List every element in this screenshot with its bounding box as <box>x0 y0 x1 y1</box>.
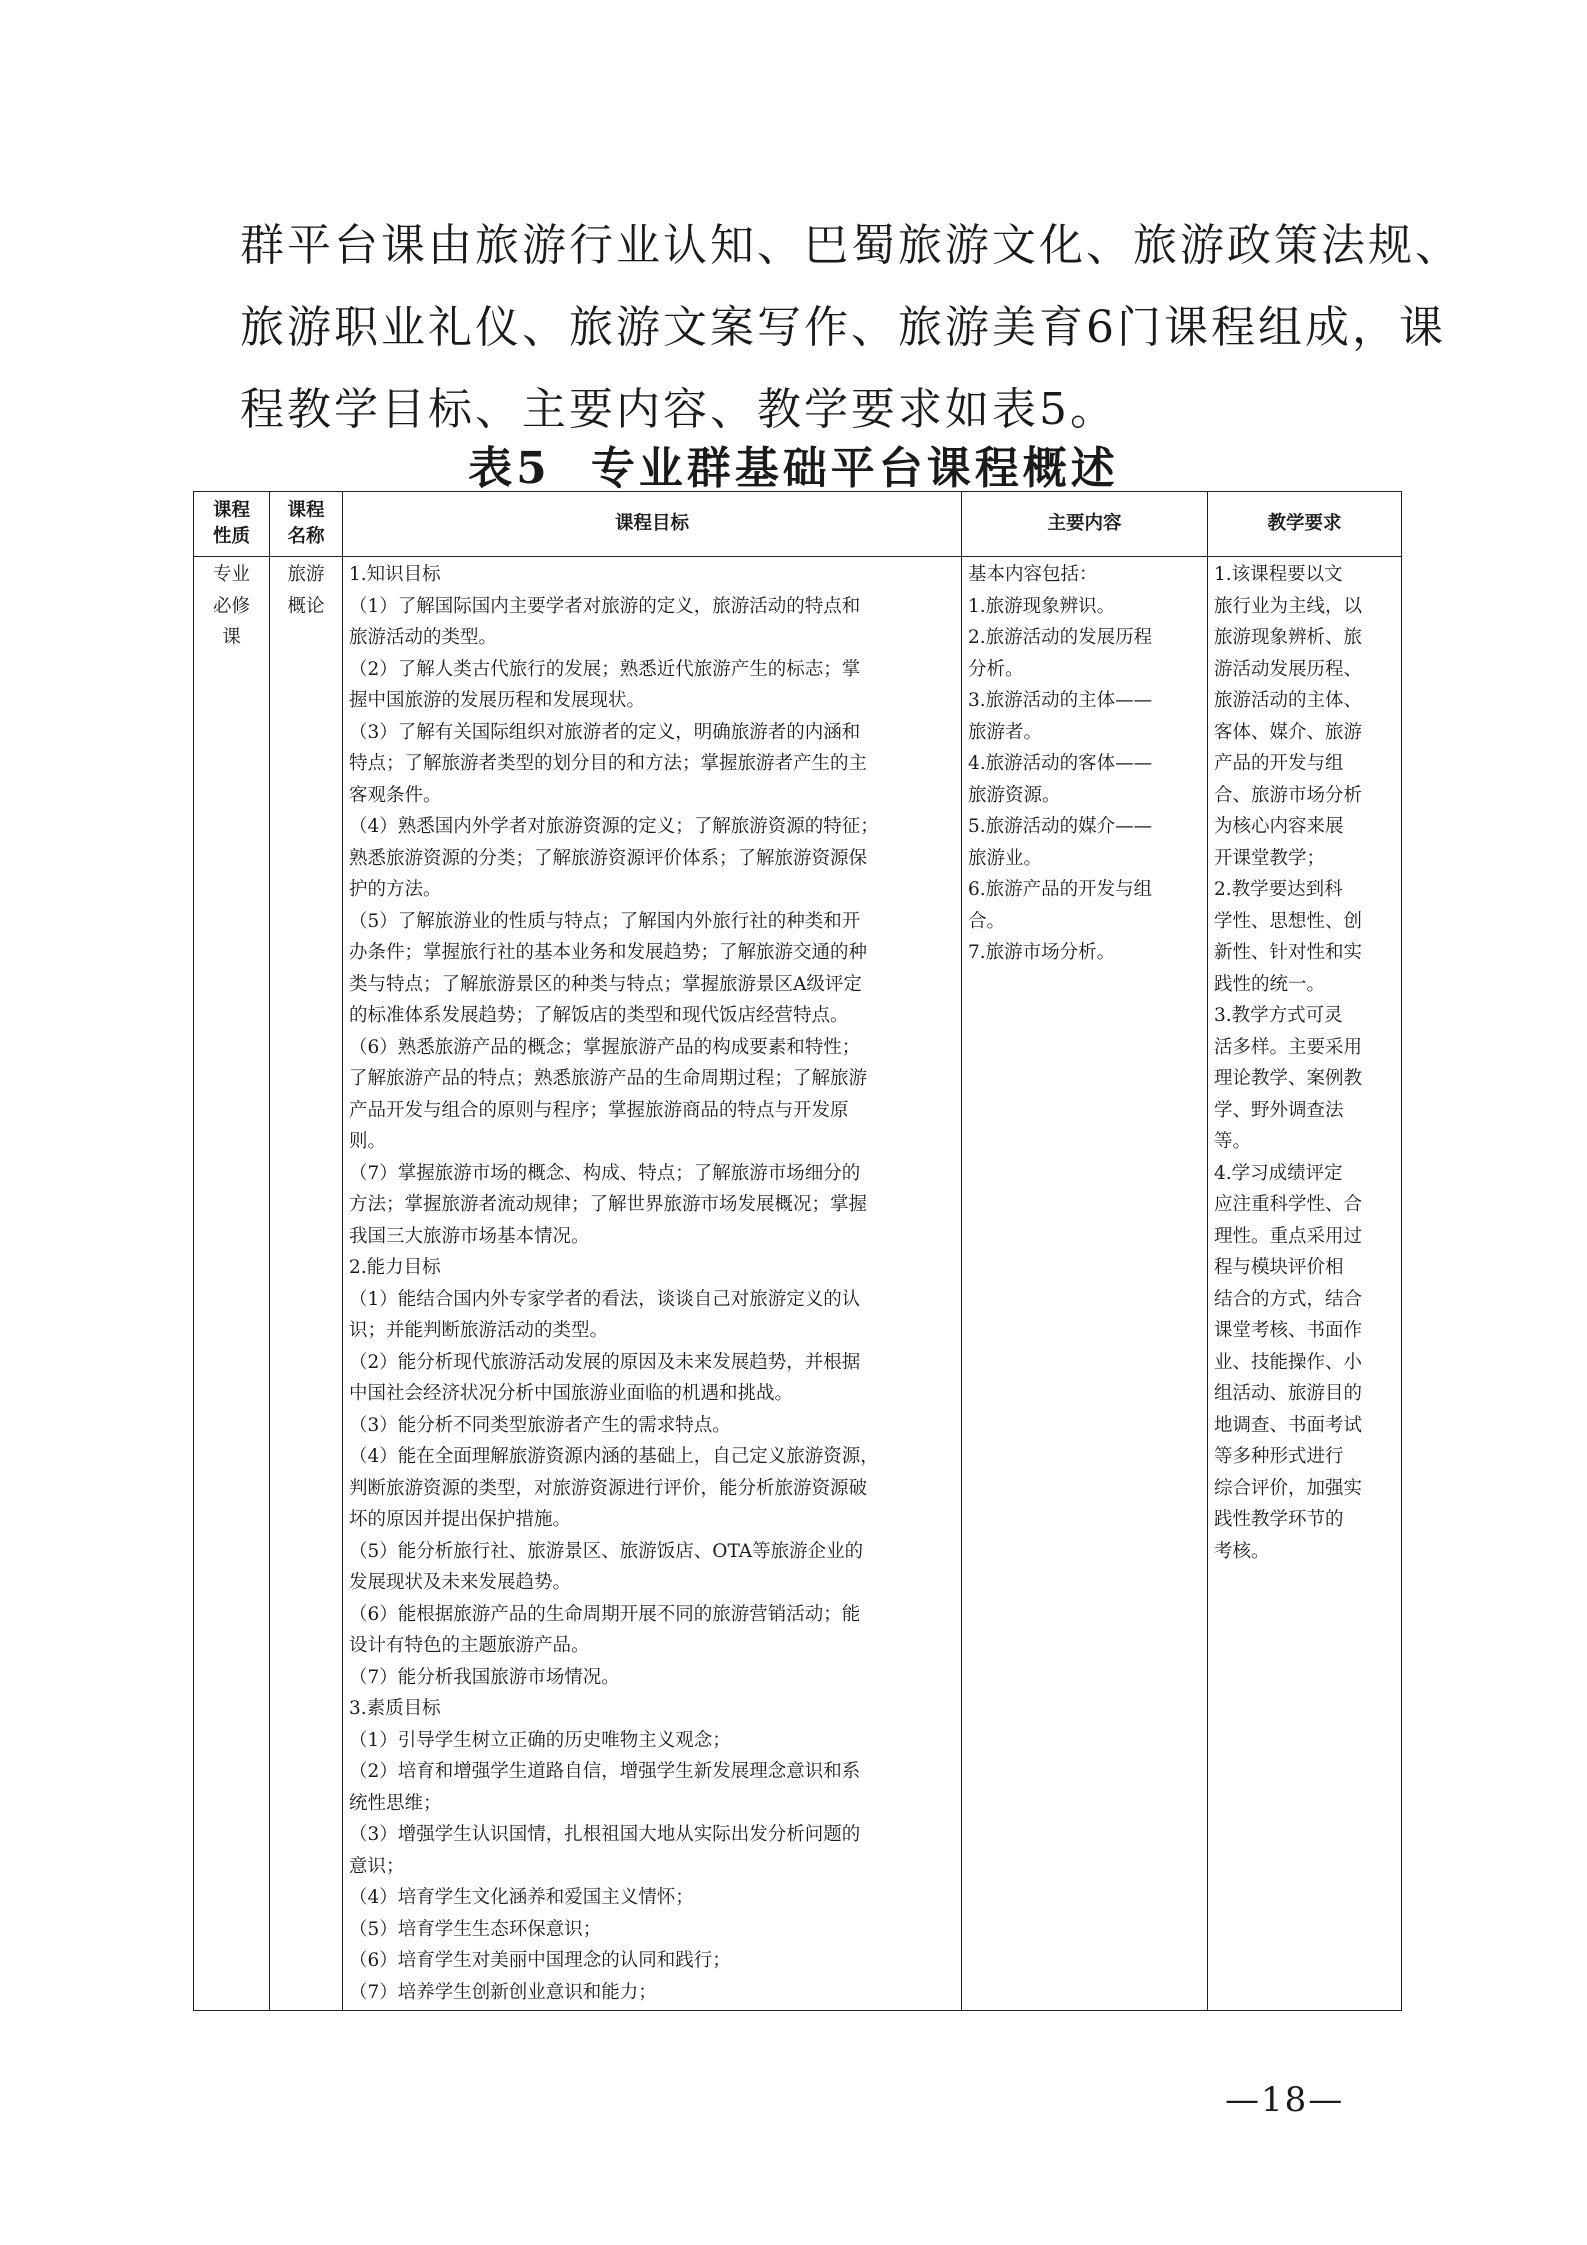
cell-line: （7）掌握旅游市场的概念、构成、特点；了解旅游市场细分的 <box>349 1162 861 1184</box>
header-course-type: 课程 性质 <box>194 492 270 557</box>
cell-line: （7）能分析我国旅游市场情况。 <box>349 1666 620 1688</box>
table-header-row <box>194 492 1402 557</box>
cell-line: （1）了解国际国内主要学者对旅游的定义，旅游活动的特点和 <box>349 595 861 617</box>
cell-line: 客观条件。 <box>349 784 442 806</box>
cell-line: 旅游资源。 <box>968 784 1061 806</box>
cell-course-type <box>194 557 270 2011</box>
cell-line: 组活动、旅游目的 <box>1214 1383 1363 1404</box>
cell-line: 了解旅游产品的特点；熟悉旅游产品的生命周期过程；了解旅游 <box>349 1068 868 1089</box>
cell-line: 产品开发与组合的原则与程序；掌握旅游商品的特点与开发原 <box>349 1099 849 1121</box>
cell-line: 分析。 <box>968 658 1024 680</box>
cell-line: 必修 <box>212 595 250 617</box>
intro-line: 群平台课由旅游行业认知、巴蜀旅游文化、旅游政策法规、 <box>240 220 1462 271</box>
cell-line: 结合的方式，结合 <box>1214 1288 1363 1310</box>
cell-line: 坏的原因并提出保护措施。 <box>349 1509 572 1530</box>
cell-line: 概论 <box>287 595 325 617</box>
cell-line: 4.学习成绩评定 <box>1214 1162 1343 1184</box>
cell-line: 统性思维； <box>349 1792 442 1814</box>
cell-line: 游活动发展历程、 <box>1214 658 1363 680</box>
cell-line: 产品的开发与组 <box>1214 753 1344 774</box>
cell-line: 旅游活动的类型。 <box>349 627 498 648</box>
cell-line: （2）能分析现代旅游活动发展的原因及未来发展趋势，并根据 <box>349 1351 861 1373</box>
cell-line: （5）了解旅游业的性质与特点；了解国内外旅行社的种类和开 <box>349 910 861 932</box>
cell-line: 熟悉旅游资源的分类；了解旅游资源评价体系；了解旅游资源保 <box>349 847 868 869</box>
cell-line: （3）了解有关国际组织对旅游者的定义，明确旅游者的内涵和 <box>349 721 861 743</box>
cell-line: 开课堂教学； <box>1214 847 1326 869</box>
cell-line: 6.旅游产品的开发与组 <box>968 879 1153 900</box>
cell-course-name <box>270 557 343 2011</box>
cell-line: 判断旅游资源的类型，对旅游资源进行评价，能分析旅游资源破 <box>349 1477 868 1499</box>
table-title <box>0 432 1587 496</box>
cell-line: （5）培育学生生态环保意识； <box>349 1918 602 1940</box>
cell-line: 旅游 <box>287 564 325 585</box>
cell-line: 考核。 <box>1214 1540 1270 1562</box>
cell-line: 握中国旅游的发展历程和发展现状。 <box>349 690 646 711</box>
cell-line: 学、野外调查法 <box>1214 1099 1344 1121</box>
cell-line: （6）熟悉旅游产品的概念；掌握旅游产品的构成要素和特性； <box>349 1036 861 1058</box>
intro-paragraph <box>240 205 1462 451</box>
cell-line: 新性、针对性和实 <box>1214 942 1363 963</box>
cell-line: 护的方法。 <box>349 879 442 900</box>
cell-line: 2.旅游活动的发展历程 <box>968 627 1153 648</box>
cell-line: （3）增强学生认识国情，扎根祖国大地从实际出发分析问题的 <box>349 1824 861 1845</box>
intro-line: 程教学目标、主要内容、教学要求如表5。 <box>240 384 1117 435</box>
cell-line: 学性、思想性、创 <box>1214 910 1363 932</box>
cell-line: （5）能分析旅行社、旅游景区、旅游饭店、OTA等旅游企业的 <box>349 1540 864 1562</box>
header-objectives: 课程目标 <box>343 492 962 557</box>
cell-line: 办条件；掌握旅行社的基本业务和发展趋势；了解旅游交通的种 <box>349 942 868 963</box>
cell-line: 特点；了解旅游者类型的划分目的和方法；掌握旅游者产生的主 <box>349 753 868 774</box>
cell-line: 践性的统一。 <box>1214 973 1326 995</box>
cell-line: 3.教学方式可灵 <box>1214 1005 1343 1026</box>
page-number: —18— <box>1225 2080 1345 2120</box>
cell-line: 旅游活动的主体、 <box>1214 690 1363 711</box>
cell-line: 综合评价，加强实 <box>1214 1477 1363 1499</box>
cell-line: 1.旅游现象辨识。 <box>968 595 1116 617</box>
cell-line: 客体、媒介、旅游 <box>1214 721 1363 743</box>
cell-line: （4）熟悉国内外学者对旅游资源的定义；了解旅游资源的特征； <box>349 816 879 837</box>
cell-line: （1）能结合国内外专家学者的看法，谈谈自己对旅游定义的认 <box>349 1288 861 1310</box>
cell-line: 设计有特色的主题旅游产品。 <box>349 1635 590 1656</box>
cell-line: 3.素质目标 <box>349 1698 441 1719</box>
cell-line: 业、技能操作、小 <box>1214 1351 1363 1373</box>
table-number: 表5 <box>468 443 551 494</box>
cell-line: 的标准体系发展趋势；了解饭店的类型和现代饭店经营特点。 <box>349 1005 849 1026</box>
cell-line: 方法；掌握旅游者流动规律；了解世界旅游市场发展概况；掌握 <box>349 1194 868 1215</box>
cell-line: 旅游者。 <box>968 721 1043 743</box>
cell-line: 发展现状及未来发展趋势。 <box>349 1572 572 1593</box>
cell-line: 合。 <box>968 910 1006 932</box>
cell-line: （6）培育学生对美丽中国理念的认同和践行； <box>349 1950 731 1971</box>
cell-line: 意识； <box>349 1855 405 1877</box>
cell-line: 旅游现象辨析、旅 <box>1214 627 1363 648</box>
cell-line: 合、旅游市场分析 <box>1214 784 1363 806</box>
cell-line: 1.知识目标 <box>349 564 441 585</box>
cell-content <box>962 557 1208 2011</box>
cell-line: （2）培育和增强学生道路自信，增强学生新发展理念意识和系 <box>349 1761 861 1782</box>
cell-line: 课堂考核、书面作 <box>1214 1320 1363 1341</box>
cell-line: 5.旅游活动的媒介—— <box>968 816 1153 837</box>
cell-line: 旅游业。 <box>968 847 1043 869</box>
cell-line: （3）能分析不同类型旅游者产生的需求特点。 <box>349 1414 731 1436</box>
cell-line: 程与模块评价相 <box>1214 1257 1344 1278</box>
cell-line: 为核心内容来展 <box>1214 816 1344 837</box>
cell-line: （4）能在全面理解旅游资源内涵的基础上，自己定义旅游资源， <box>349 1446 879 1467</box>
cell-line: 理性。重点采用过 <box>1214 1225 1363 1247</box>
cell-objectives <box>343 557 962 2011</box>
cell-line: 地调查、书面考试 <box>1214 1414 1363 1436</box>
header-requirements: 教学要求 <box>1208 492 1402 557</box>
cell-line: 2.能力目标 <box>349 1257 441 1278</box>
cell-line: 活多样。主要采用 <box>1214 1036 1363 1058</box>
cell-line: 类与特点；了解旅游景区的种类与特点；掌握旅游景区A级评定 <box>349 973 862 995</box>
cell-line: （4）培育学生文化涵养和爱国主义情怀； <box>349 1887 694 1908</box>
cell-line: 等多种形式进行 <box>1214 1446 1344 1467</box>
table-row <box>194 557 1402 2011</box>
cell-line: 3.旅游活动的主体—— <box>968 690 1153 711</box>
course-overview-table <box>193 491 1402 2011</box>
cell-line: 7.旅游市场分析。 <box>968 942 1116 963</box>
cell-line: 应注重科学性、合 <box>1214 1194 1363 1215</box>
cell-line: 等。 <box>1214 1131 1252 1152</box>
cell-line: （2）了解人类古代旅行的发展；熟悉近代旅游产生的标志；掌 <box>349 658 861 680</box>
cell-requirements <box>1208 557 1402 2011</box>
cell-line: 则。 <box>349 1131 387 1152</box>
cell-line: 践性教学环节的 <box>1214 1509 1344 1530</box>
cell-line: 理论教学、案例教 <box>1214 1068 1363 1089</box>
cell-line: 课 <box>222 627 241 648</box>
intro-line: 旅游职业礼仪、旅游文案写作、旅游美育6门课程组成，课 <box>240 302 1446 353</box>
cell-line: 识；并能判断旅游活动的类型。 <box>349 1320 609 1341</box>
cell-line: （6）能根据旅游产品的生命周期开展不同的旅游营销活动；能 <box>349 1603 861 1625</box>
cell-line: 4.旅游活动的客体—— <box>968 753 1153 774</box>
table-caption: 专业群基础平台课程概述 <box>590 443 1119 494</box>
cell-line: 2.教学要达到科 <box>1214 879 1343 900</box>
cell-line: 专业 <box>212 564 250 585</box>
cell-line: 我国三大旅游市场基本情况。 <box>349 1225 590 1247</box>
header-course-name: 课程 名称 <box>270 492 343 557</box>
cell-line: 旅行业为主线，以 <box>1214 595 1363 617</box>
cell-line: 基本内容包括： <box>968 564 1098 585</box>
cell-line: 1.该课程要以文 <box>1214 564 1343 585</box>
cell-line: 中国社会经济状况分析中国旅游业面临的机遇和挑战。 <box>349 1383 794 1404</box>
header-content: 主要内容 <box>962 492 1208 557</box>
cell-line: （7）培养学生创新创业意识和能力； <box>349 1981 657 2003</box>
cell-line: （1）引导学生树立正确的历史唯物主义观念； <box>349 1729 731 1751</box>
